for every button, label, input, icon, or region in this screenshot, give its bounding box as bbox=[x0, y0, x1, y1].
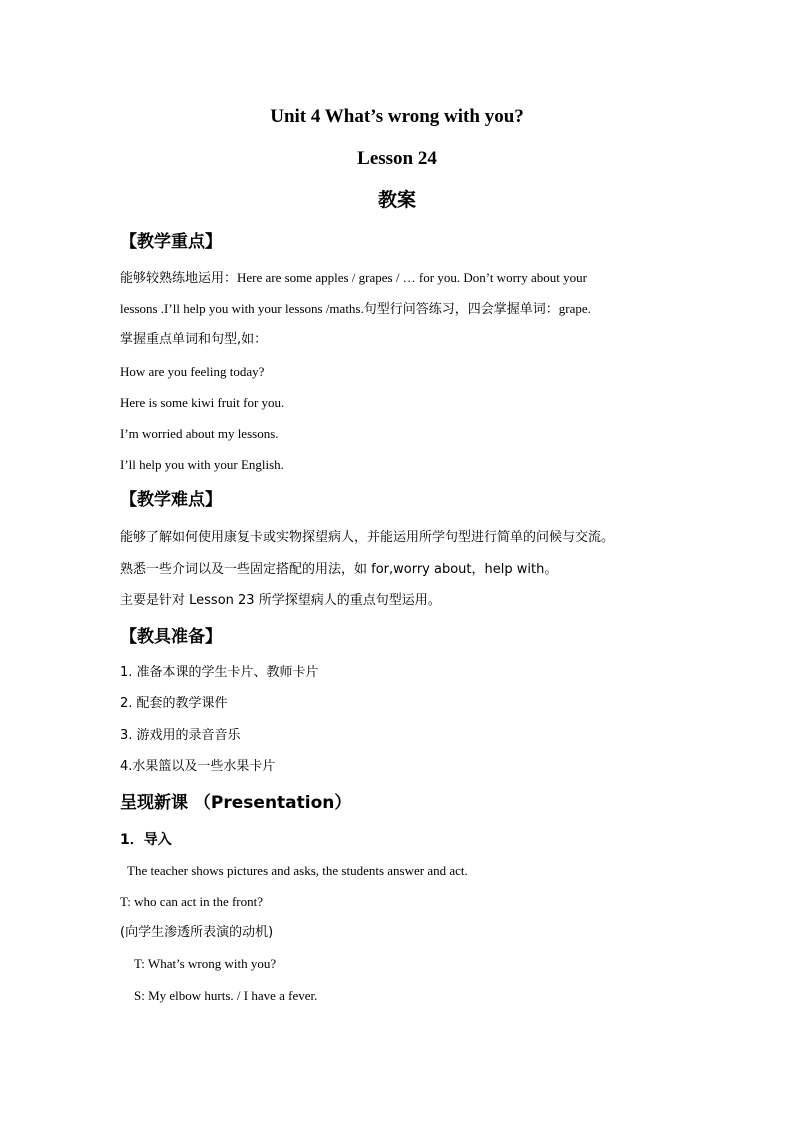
presentation-line-2: T: who can act in the front? bbox=[120, 894, 264, 909]
difficulty-line-2: 熟悉一些介词以及一些固定搭配的用法，如 for,worry about，help with。 bbox=[120, 562, 558, 577]
materials-line-3: 3. 游戏用的录音音乐 bbox=[120, 728, 241, 743]
focus-line-3: 掌握重点单词和句型,如： bbox=[120, 332, 268, 347]
focus-line-1: 能够较熟练地运用：Here are some apples / grapes / … for you. Don’t worry about your bbox=[120, 270, 587, 285]
presentation-line-4: T: What’s wrong with you? bbox=[134, 956, 277, 971]
unit-title: Unit 4 What’s wrong with you? bbox=[270, 106, 524, 127]
section-heading-difficulty: 【教学难点】 bbox=[120, 490, 222, 510]
presentation-line-5: S: My elbow hurts. / I have a fever. bbox=[134, 988, 318, 1003]
section-heading-materials: 【教具准备】 bbox=[120, 627, 222, 647]
presentation-line-1: The teacher shows pictures and asks, the students answer and act. bbox=[127, 863, 468, 878]
presentation-step-heading: 1．导入 bbox=[120, 832, 172, 848]
focus-line-6: I’m worried about my lessons. bbox=[120, 426, 279, 441]
section-heading-focus: 【教学重点】 bbox=[120, 232, 222, 252]
section-heading-presentation: 呈现新课 （Presentation） bbox=[120, 793, 352, 813]
difficulty-line-1: 能够了解如何使用康复卡或实物探望病人，并能运用所学句型进行简单的问候与交流。 bbox=[120, 530, 615, 545]
lesson-title: Lesson 24 bbox=[357, 148, 437, 169]
difficulty-line-3: 主要是针对 Lesson 23 所学探望病人的重点句型运用。 bbox=[120, 593, 441, 608]
focus-line-5: Here is some kiwi fruit for you. bbox=[120, 395, 285, 410]
focus-line-2: lessons .I’ll help you with your lessons /maths.句型行问答练习，四会掌握单词：grape. bbox=[120, 301, 591, 316]
materials-line-2: 2. 配套的教学课件 bbox=[120, 696, 228, 711]
materials-line-1: 1. 准备本课的学生卡片、教师卡片 bbox=[120, 665, 319, 680]
materials-line-4: 4.水果篮以及一些水果卡片 bbox=[120, 759, 276, 774]
presentation-line-3: (向学生渗透所表演的动机) bbox=[120, 925, 274, 940]
focus-line-7: I’ll help you with your English. bbox=[120, 457, 284, 472]
focus-line-4: How are you feeling today? bbox=[120, 364, 265, 379]
doc-type-title: 教案 bbox=[377, 189, 416, 211]
